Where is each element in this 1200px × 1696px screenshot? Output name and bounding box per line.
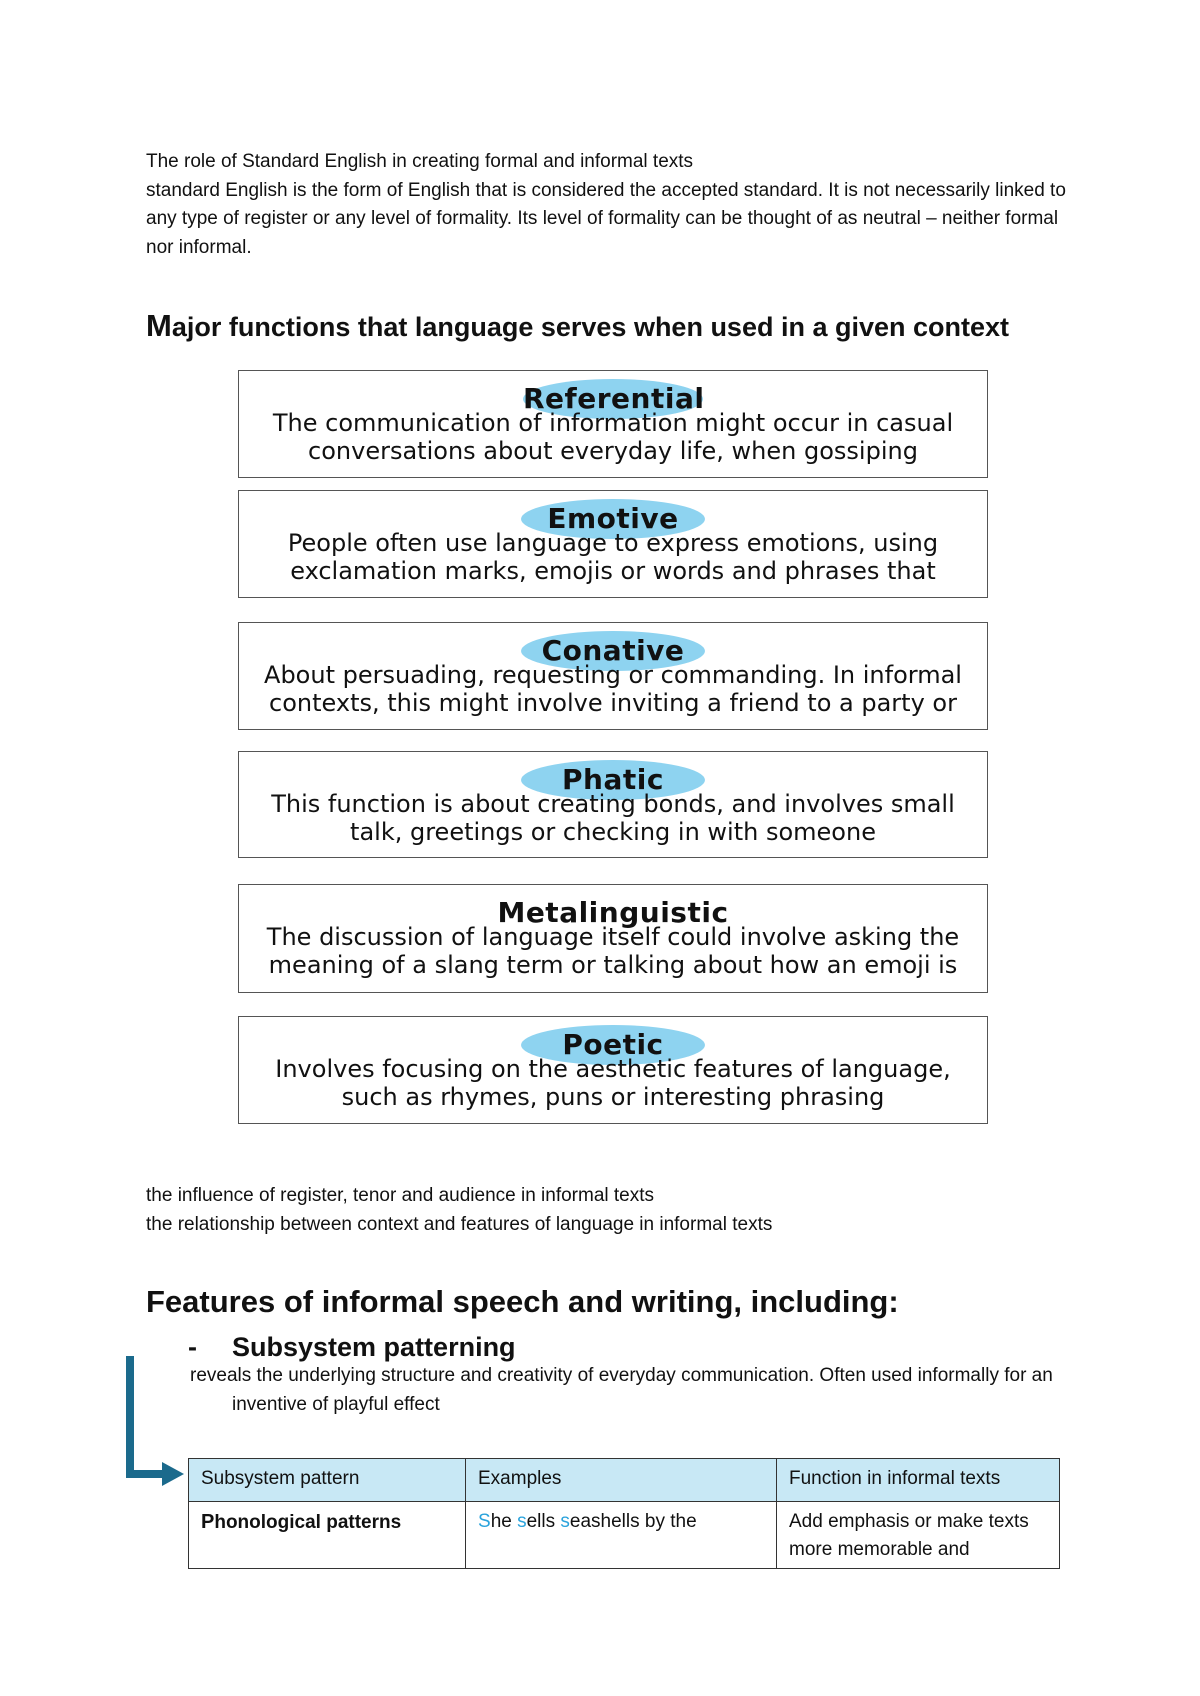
table-header: Subsystem pattern — [189, 1459, 466, 1502]
table-row — [189, 1502, 1060, 1569]
intro-section — [146, 148, 1076, 262]
context-lines — [146, 1182, 772, 1239]
subsystem-table — [188, 1458, 1060, 1569]
function-title: Conative — [521, 631, 705, 671]
function-desc-line: Involves focusing on the aesthetic features of language, — [275, 1055, 951, 1083]
example-cell — [466, 1502, 777, 1569]
major-functions-heading — [146, 308, 1009, 344]
function-desc-line: This function is about creating bonds, and involves small — [271, 790, 955, 818]
function-desc-line: The discussion of language itself could involve asking the — [266, 923, 960, 951]
function-description — [253, 790, 973, 846]
highlight-letter: S — [478, 1511, 491, 1532]
pattern-cell — [189, 1502, 466, 1569]
function-title: Referential — [523, 379, 703, 419]
function-title: Phatic — [521, 760, 705, 800]
subsystem-bullet — [188, 1332, 516, 1363]
table-header: Function in informal texts — [777, 1459, 1060, 1502]
function-title: Metalinguistic — [497, 896, 729, 929]
function-box-phatic — [238, 751, 988, 858]
major-heading-rest: ajor functions that language serves when used in a given context — [171, 312, 1010, 342]
function-desc-line: exclamation marks, emojis or words and phrases that — [290, 557, 936, 585]
function-desc-line: conversations about everyday life, when gossiping — [308, 437, 918, 465]
example-text: he — [490, 1511, 518, 1532]
major-heading-initial: M — [146, 308, 172, 343]
function-box-conative — [238, 622, 988, 730]
intro-paragraph: standard English is the form of English that is considered the accepted standard. It is not necessarily linked to any type of register or any level of formality. Its level of formality can be thought of as neutral – neither formal nor informal. — [146, 179, 1066, 258]
function-box-referential — [238, 370, 988, 478]
function-desc-line: About persuading, requesting or commanding. In informal — [264, 661, 962, 689]
pattern-initial: P — [201, 1511, 215, 1533]
function-description — [253, 923, 973, 979]
function-box-metalinguistic — [238, 884, 988, 993]
table-header: Examples — [466, 1459, 777, 1502]
features-heading: Features of informal speech and writing, including: — [146, 1284, 899, 1319]
table-header-row — [189, 1459, 1060, 1502]
register-line: the influence of register, tenor and audience in informal texts — [146, 1185, 655, 1206]
pattern-rest: honological patterns — [214, 1512, 402, 1533]
function-box-emotive — [238, 490, 988, 598]
intro-heading: The role of Standard English in creating formal and informal texts — [146, 151, 694, 172]
function-desc-line: contexts, this might involve inviting a friend to a party or — [269, 689, 957, 717]
function-description — [253, 661, 973, 717]
function-title: Emotive — [521, 499, 705, 539]
highlight-letter: s — [517, 1511, 527, 1532]
highlight-letter: s — [560, 1511, 570, 1532]
function-desc-line: People often use language to express emotions, using — [287, 529, 939, 557]
function-description — [253, 1055, 973, 1111]
function-desc-line: such as rhymes, puns or interesting phrasing — [341, 1083, 885, 1111]
function-description — [253, 409, 973, 465]
context-line: the relationship between context and features of language in informal texts — [146, 1213, 773, 1235]
example-text: eashells by the — [569, 1511, 697, 1532]
function-title: Poetic — [521, 1025, 705, 1065]
function-desc-line: The communication of information might occur in casual — [272, 409, 954, 437]
function-desc-line: talk, greetings or checking in with someone — [350, 818, 876, 846]
function-box-poetic — [238, 1016, 988, 1124]
function-desc-line: meaning of a slang term or talking about how an emoji is — [268, 951, 958, 979]
function-cell: Add emphasis or make texts more memorable and — [777, 1502, 1060, 1569]
subsystem-description: reveals the underlying structure and creativity of everyday communication. Often used informally for an inventive of playful effect — [190, 1365, 1053, 1415]
bullet-dash: - — [188, 1332, 197, 1362]
example-text: ells — [526, 1511, 561, 1532]
bullet-label: Subsystem patterning — [232, 1332, 516, 1362]
function-description — [253, 529, 973, 585]
bent-arrow-icon — [122, 1352, 188, 1492]
